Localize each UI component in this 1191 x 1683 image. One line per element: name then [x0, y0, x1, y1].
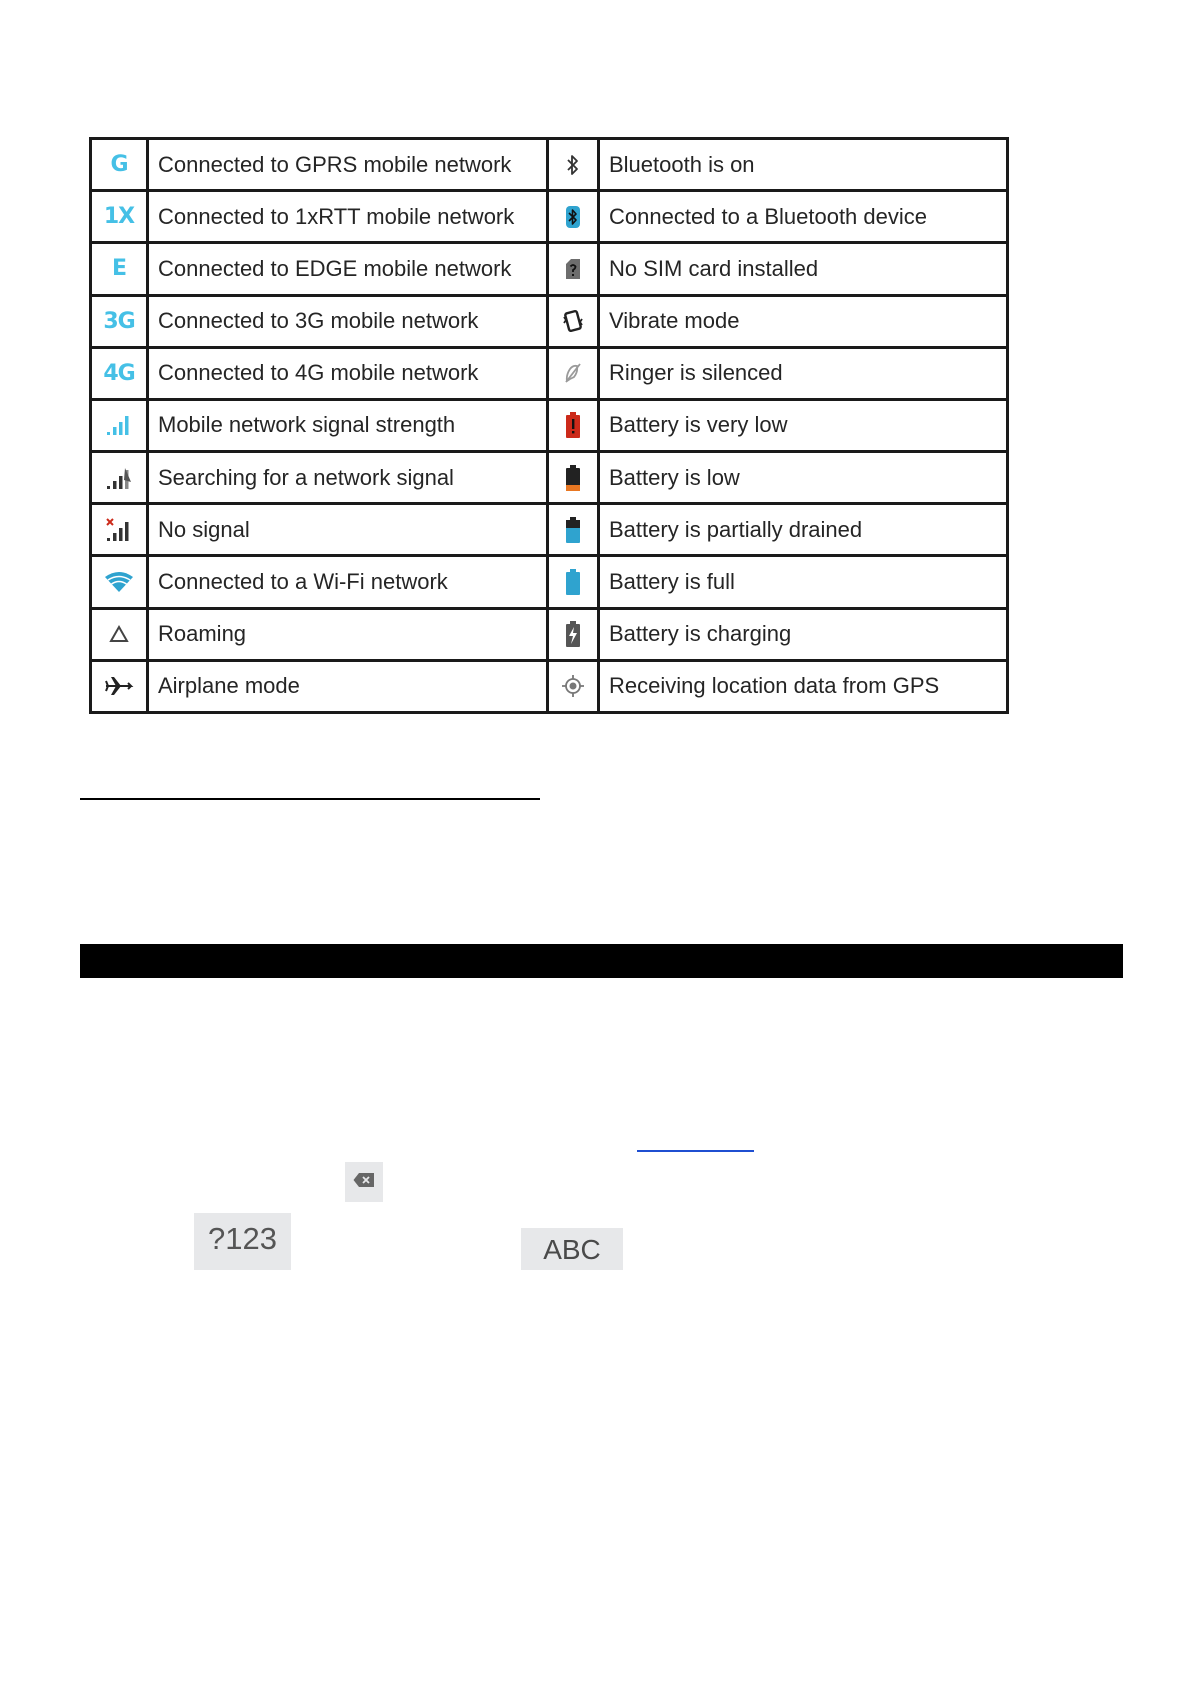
battery-full-icon: [548, 556, 599, 608]
icon-description: Airplane mode: [148, 660, 548, 712]
1xrtt-icon: 1X: [91, 191, 148, 243]
no-sim-icon: [548, 243, 599, 295]
icon-description: Mobile network signal strength: [148, 399, 548, 451]
icon-description: Connected to GPRS mobile network: [148, 139, 548, 191]
icon-description: Ringer is silenced: [599, 347, 1008, 399]
4g-icon: 4G: [91, 347, 148, 399]
battery-charging-icon: [548, 608, 599, 660]
icon-description: Battery is low: [599, 452, 1008, 504]
backspace-icon: [353, 1172, 375, 1188]
icon-description: Searching for a network signal: [148, 452, 548, 504]
backspace-key: [345, 1162, 383, 1202]
battery-very-low-icon: [548, 399, 599, 451]
airplane-icon: [91, 660, 148, 712]
table-row: [91, 660, 1008, 712]
bluetooth-icon: [548, 139, 599, 191]
icon-description: Battery is very low: [599, 399, 1008, 451]
icon-description: Vibrate mode: [599, 295, 1008, 347]
table-row: [91, 556, 1008, 608]
letters-key: ABC: [521, 1228, 623, 1270]
gps-icon: [548, 660, 599, 712]
table-row: [91, 452, 1008, 504]
icon-description: Battery is full: [599, 556, 1008, 608]
no-signal-icon: [91, 504, 148, 556]
table-row: [91, 243, 1008, 295]
table-row: [91, 191, 1008, 243]
icon-description: Connected to a Wi-Fi network: [148, 556, 548, 608]
roaming-icon: [91, 608, 148, 660]
icon-description: Roaming: [148, 608, 548, 660]
signal-strength-icon: [91, 399, 148, 451]
horizontal-rule: [80, 798, 540, 800]
icon-description: Connected to 4G mobile network: [148, 347, 548, 399]
searching-signal-icon: [91, 452, 148, 504]
status-icons-table: [89, 137, 1009, 714]
3g-icon: 3G: [91, 295, 148, 347]
table-row: [91, 347, 1008, 399]
icon-description: Bluetooth is on: [599, 139, 1008, 191]
icon-description: Connected to 3G mobile network: [148, 295, 548, 347]
icon-description: Battery is partially drained: [599, 504, 1008, 556]
symbols-key: ?123: [194, 1213, 291, 1270]
table-row: [91, 139, 1008, 191]
icon-description: Battery is charging: [599, 608, 1008, 660]
bluetooth-connected-icon: [548, 191, 599, 243]
section-header-bar: [80, 944, 1123, 978]
table-row: [91, 504, 1008, 556]
table-row: [91, 399, 1008, 451]
battery-partial-icon: [548, 504, 599, 556]
battery-low-icon: [548, 452, 599, 504]
table-row: [91, 608, 1008, 660]
icon-description: Connected to a Bluetooth device: [599, 191, 1008, 243]
ringer-silenced-icon: [548, 347, 599, 399]
icon-description: No SIM card installed: [599, 243, 1008, 295]
icon-description: Connected to EDGE mobile network: [148, 243, 548, 295]
gprs-icon: G: [91, 139, 148, 191]
icon-description: No signal: [148, 504, 548, 556]
table-row: [91, 295, 1008, 347]
icon-description: Connected to 1xRTT mobile network: [148, 191, 548, 243]
icon-description: Receiving location data from GPS: [599, 660, 1008, 712]
vibrate-icon: [548, 295, 599, 347]
hyperlink-underline[interactable]: [637, 1150, 754, 1152]
edge-icon: E: [91, 243, 148, 295]
wifi-icon: [91, 556, 148, 608]
